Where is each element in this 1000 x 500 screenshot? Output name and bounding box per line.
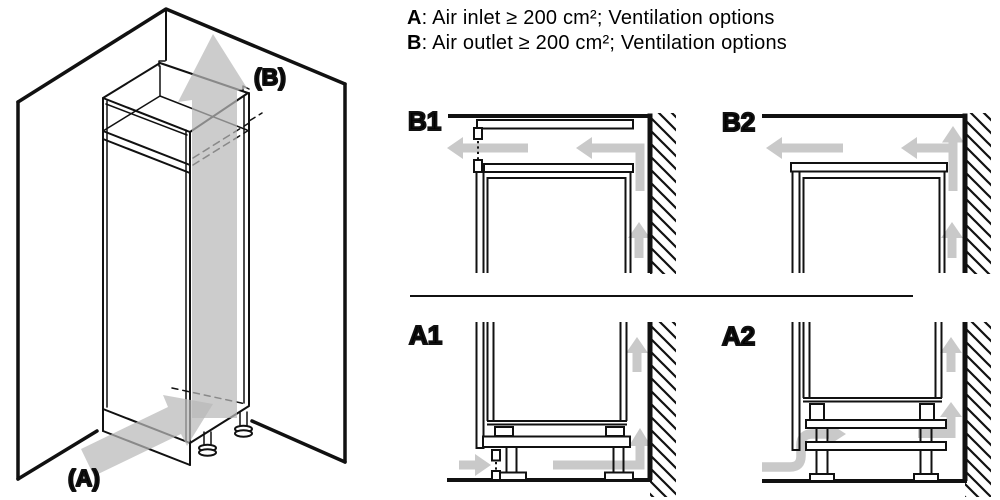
a2-wall-hatch bbox=[965, 322, 991, 497]
b1-cabinet-top-panel bbox=[484, 164, 633, 172]
a1-appliance-body bbox=[487, 322, 627, 425]
air-inlet-arrow bbox=[81, 395, 213, 476]
b1-cabinet-body bbox=[477, 172, 631, 273]
b2-wall-hatch bbox=[965, 113, 991, 274]
appliance-feet bbox=[199, 412, 252, 456]
a2-support-board bbox=[806, 420, 946, 428]
a1-plinth-board bbox=[483, 437, 630, 448]
a1-wall-hatch bbox=[650, 322, 676, 497]
option-b2 bbox=[722, 107, 991, 274]
b2-title: B2 bbox=[722, 107, 756, 137]
a2-title: A2 bbox=[722, 321, 756, 351]
legend-desc-b: : Air outlet ≥ 200 cm²; Ventilation options bbox=[421, 32, 787, 54]
legend-key-b: B bbox=[407, 32, 422, 54]
air-outlet-arrow bbox=[178, 34, 247, 418]
air-outlet-label: (B) bbox=[254, 64, 286, 90]
a2-door-panel bbox=[792, 322, 801, 450]
b2-airflow-arrows bbox=[766, 126, 964, 258]
legend-desc-a: : Air inlet ≥ 200 cm²; Ventilation options bbox=[421, 7, 775, 29]
legend-key-a: A bbox=[407, 7, 422, 29]
a2-appliance-body bbox=[803, 322, 942, 402]
b2-cabinet-body bbox=[793, 172, 945, 274]
a2-plinth-shelf bbox=[806, 442, 946, 450]
a1-title: A1 bbox=[409, 320, 443, 350]
overview-isometric bbox=[18, 9, 345, 491]
a1-door-panel bbox=[476, 322, 485, 448]
air-inlet-label: (A) bbox=[68, 465, 100, 491]
b1-title: B1 bbox=[408, 106, 442, 136]
option-a2 bbox=[722, 321, 991, 497]
b2-cabinet-top-panel bbox=[791, 163, 947, 172]
b1-filler-panel bbox=[477, 120, 633, 129]
option-a1 bbox=[409, 320, 676, 497]
b1-wall-hatch bbox=[650, 113, 676, 274]
option-b1 bbox=[408, 106, 676, 274]
